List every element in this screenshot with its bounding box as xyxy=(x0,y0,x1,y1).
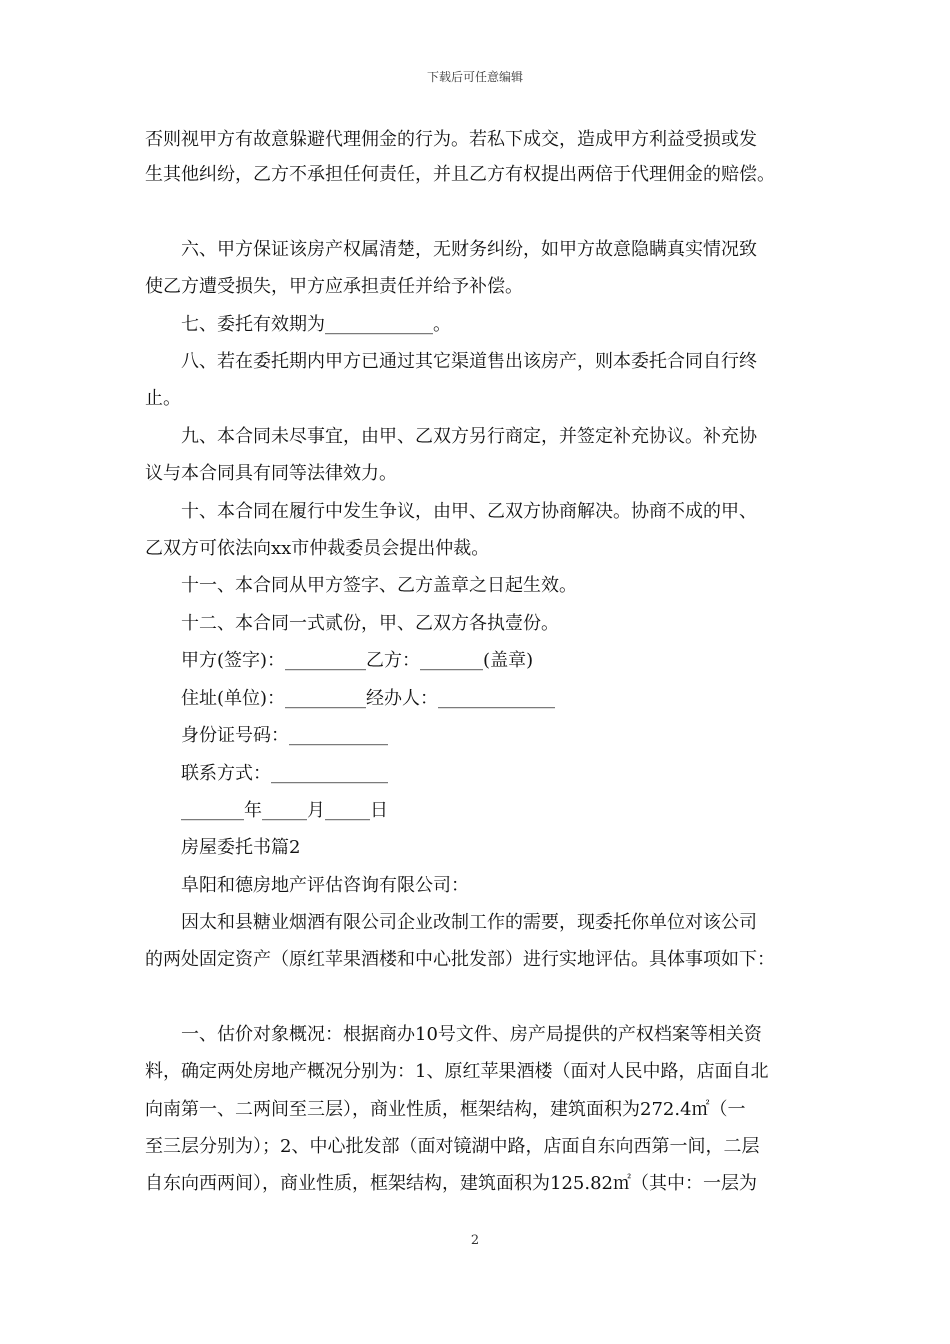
signature-line-party: 甲方(签字)：_________乙方：_______(盖章) xyxy=(181,650,534,671)
body-line: 八、若在委托期内甲方已通过其它渠道售出该房产，则本委托合同自行终 xyxy=(181,351,757,372)
page-header-note: 下载后可任意编辑 xyxy=(426,70,523,84)
body-line: 否则视甲方有故意躲避代理佣金的行为。若私下成交，造成甲方利益受损或发 xyxy=(145,129,757,150)
body-line: 至三层分别为）；2、中心批发部（面对镜湖中路，店面自东向西第一间，二层 xyxy=(145,1136,760,1157)
body-line: 一、估价对象概况：根据商办10号文件、房产局提供的产权档案等相关资 xyxy=(181,1024,762,1045)
body-line: 的两处固定资产（原红苹果酒楼和中心批发部）进行实地评估。具体事项如下： xyxy=(145,949,775,970)
signature-line-contact: 联系方式：_____________ xyxy=(181,763,388,784)
body-line: 使乙方遭受损失，甲方应承担责任并给予补偿。 xyxy=(145,276,523,297)
body-line: 七、委托有效期为____________。 xyxy=(181,314,451,335)
section-title: 房屋委托书篇2 xyxy=(181,837,301,858)
signature-line-address: 住址(单位)：_________经办人：_____________ xyxy=(181,688,556,709)
body-line: 生其他纠纷，乙方不承担任何责任，并且乙方有权提出两倍于代理佣金的赔偿。 xyxy=(145,164,775,185)
signature-line-date: _______年_____月_____日 xyxy=(181,800,388,821)
signature-line-id: 身份证号码：___________ xyxy=(181,725,388,746)
body-line: 料，确定两处房地产概况分别为：1、原红苹果酒楼（面对人民中路，店面自北 xyxy=(145,1061,769,1082)
body-line: 乙双方可依法向xx市仲裁委员会提出仲裁。 xyxy=(145,538,490,559)
body-line: 因太和县糖业烟酒有限公司企业改制工作的需要，现委托你单位对该公司 xyxy=(181,912,757,933)
page-number: 2 xyxy=(470,1233,480,1248)
body-line: 十二、本合同一式贰份，甲、乙双方各执壹份。 xyxy=(181,613,559,634)
body-line: 向南第一、二两间至三层），商业性质，框架结构，建筑面积为272.4㎡（一 xyxy=(145,1099,746,1120)
body-line: 十、本合同在履行中发生争议，由甲、乙双方协商解决。协商不成的甲、 xyxy=(181,501,757,522)
body-line: 止。 xyxy=(145,388,181,409)
addressee: 阜阳和德房地产评估咨询有限公司： xyxy=(181,875,469,896)
body-line: 六、甲方保证该房产权属清楚，无财务纠纷，如甲方故意隐瞒真实情况致 xyxy=(181,239,757,260)
body-line: 十一、本合同从甲方签字、乙方盖章之日起生效。 xyxy=(181,575,577,596)
body-line: 自东向西两间），商业性质，框架结构，建筑面积为125.82㎡（其中：一层为 xyxy=(145,1173,757,1194)
body-line: 九、本合同未尽事宜，由甲、乙双方另行商定，并签定补充协议。补充协 xyxy=(181,426,757,447)
body-line: 议与本合同具有同等法律效力。 xyxy=(145,463,397,484)
